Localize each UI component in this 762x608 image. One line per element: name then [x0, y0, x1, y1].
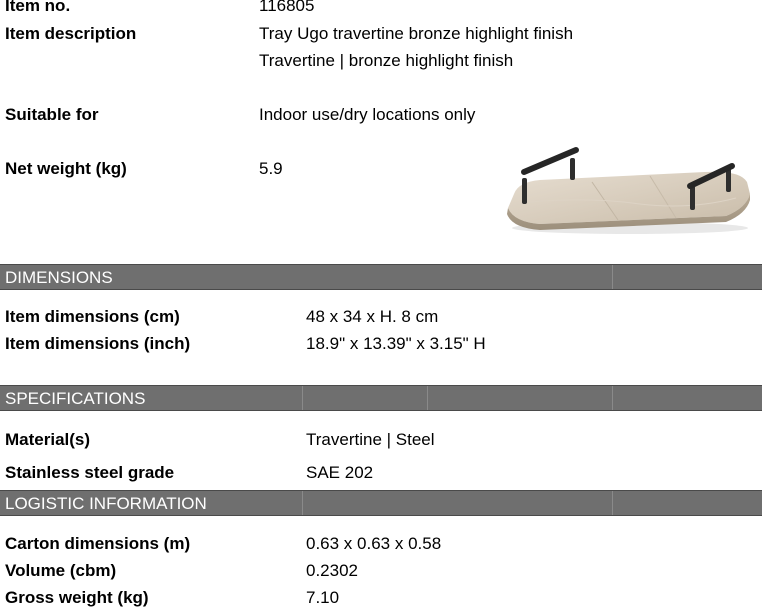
item-description-line1: Tray Ugo travertine bronze highlight finish — [259, 24, 574, 43]
item-description-label: Item description — [5, 24, 137, 43]
material-label: Material(s) — [5, 430, 91, 449]
section-bar-divider — [302, 491, 303, 515]
dimensions-section-title: DIMENSIONS — [5, 268, 113, 287]
section-bar-divider — [427, 386, 428, 410]
dimensions-section-bar — [0, 264, 762, 290]
section-bar-divider — [302, 386, 303, 410]
product-tray-image — [500, 142, 760, 242]
suitable-for-value: Indoor use/dry locations only — [259, 105, 476, 124]
item-no-value: 116805 — [259, 0, 315, 15]
section-bar-divider — [612, 491, 613, 515]
steel-grade-value: SAE 202 — [306, 463, 374, 482]
item-dimensions-inch-label: Item dimensions (inch) — [5, 334, 191, 353]
specifications-section-title: SPECIFICATIONS — [5, 389, 146, 408]
logistic-section-bar — [0, 490, 762, 516]
item-dimensions-cm-label: Item dimensions (cm) — [5, 307, 180, 326]
item-description-line2: Travertine | bronze highlight finish — [259, 51, 514, 70]
item-dimensions-cm-value: 48 x 34 x H. 8 cm — [306, 307, 439, 326]
item-no-label: Item no. — [5, 0, 71, 15]
gross-weight-value: 7.10 — [306, 588, 340, 607]
material-value: Travertine | Steel — [306, 430, 435, 449]
specifications-section-bar — [0, 385, 762, 411]
logistic-section-title: LOGISTIC INFORMATION — [5, 494, 207, 513]
volume-label: Volume (cbm) — [5, 561, 117, 580]
carton-dimensions-label: Carton dimensions (m) — [5, 534, 191, 553]
net-weight-value: 5.9 — [259, 159, 283, 178]
carton-dimensions-value: 0.63 x 0.63 x 0.58 — [306, 534, 442, 553]
item-dimensions-inch-value: 18.9" x 13.39" x 3.15" H — [306, 334, 486, 353]
net-weight-label: Net weight (kg) — [5, 159, 127, 178]
volume-value: 0.2302 — [306, 561, 358, 580]
section-bar-divider — [612, 386, 613, 410]
steel-grade-label: Stainless steel grade — [5, 463, 175, 482]
section-bar-divider — [612, 265, 613, 289]
suitable-for-label: Suitable for — [5, 105, 99, 124]
gross-weight-label: Gross weight (kg) — [5, 588, 149, 607]
